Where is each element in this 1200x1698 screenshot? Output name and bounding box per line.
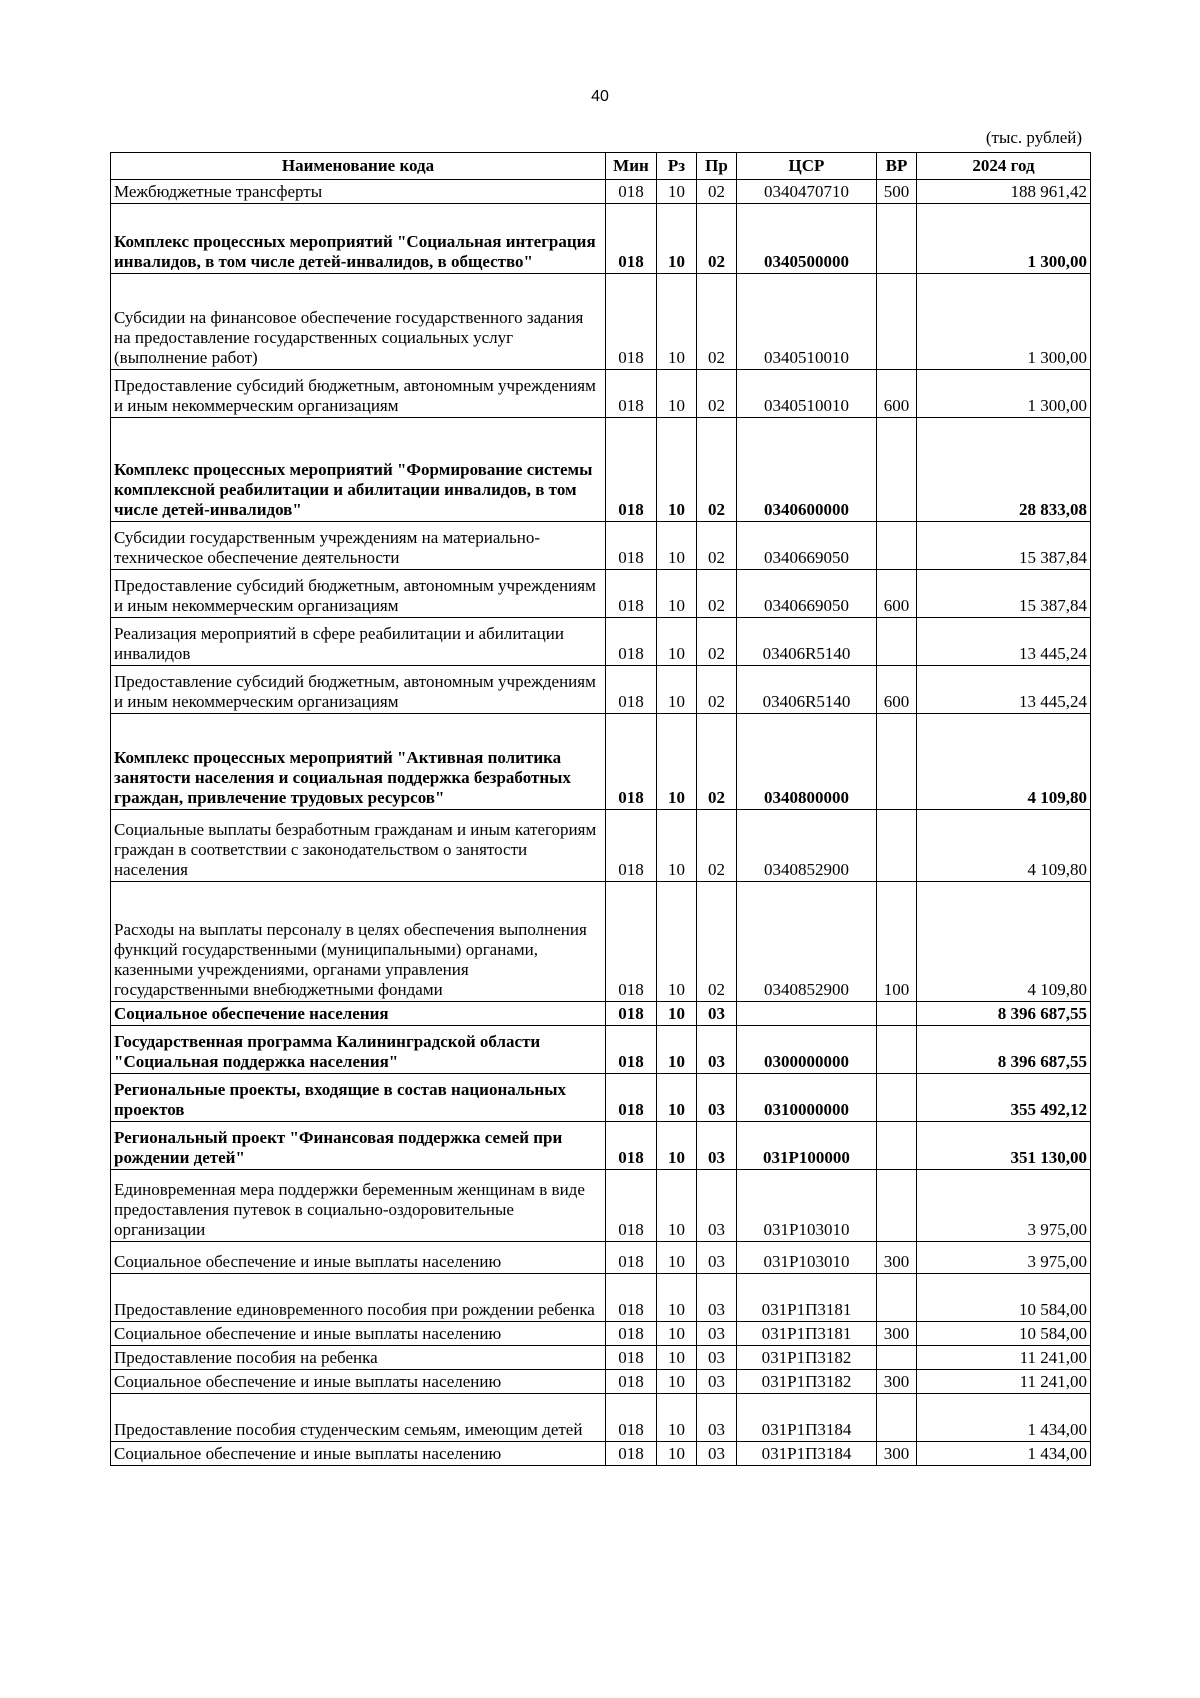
- cell-amount: 10 584,00: [917, 1274, 1091, 1322]
- table-row: [111, 1370, 1091, 1394]
- cell-csr: 0340500000: [737, 204, 877, 274]
- cell-vr: 600: [877, 666, 917, 714]
- cell-csr: 031P103010: [737, 1242, 877, 1274]
- cell-pr: 03: [697, 1242, 737, 1274]
- cell-min: 018: [606, 1346, 657, 1370]
- cell-rz: 10: [657, 1122, 697, 1170]
- cell-amount: 1 434,00: [917, 1394, 1091, 1442]
- header-vr: ВР: [877, 153, 917, 180]
- cell-name: Субсидии на финансовое обеспечение государственного задания на предоставление государственных социальных услуг (выполнение работ): [111, 274, 606, 370]
- cell-rz: 10: [657, 618, 697, 666]
- cell-min: 018: [606, 1026, 657, 1074]
- table-row: [111, 882, 1091, 1002]
- table-row: [111, 666, 1091, 714]
- cell-csr: 0340852900: [737, 810, 877, 882]
- cell-vr: 300: [877, 1442, 917, 1466]
- cell-pr: 02: [697, 570, 737, 618]
- cell-rz: 10: [657, 1026, 697, 1074]
- cell-pr: 03: [697, 1002, 737, 1026]
- cell-min: 018: [606, 882, 657, 1002]
- cell-amount: 1 300,00: [917, 370, 1091, 418]
- cell-vr: [877, 1274, 917, 1322]
- cell-name: Комплекс процессных мероприятий "Активная политика занятости населения и социальная поддержка безработных граждан, привлечение трудовых ресурсов": [111, 714, 606, 810]
- cell-pr: 03: [697, 1274, 737, 1322]
- table-row: [111, 180, 1091, 204]
- cell-min: 018: [606, 1242, 657, 1274]
- cell-rz: 10: [657, 1346, 697, 1370]
- cell-amount: 13 445,24: [917, 618, 1091, 666]
- cell-pr: 02: [697, 666, 737, 714]
- cell-csr: 031P1П3181: [737, 1274, 877, 1322]
- cell-min: 018: [606, 204, 657, 274]
- cell-vr: [877, 1122, 917, 1170]
- cell-vr: 600: [877, 370, 917, 418]
- cell-rz: 10: [657, 570, 697, 618]
- cell-csr: 0340800000: [737, 714, 877, 810]
- cell-rz: 10: [657, 882, 697, 1002]
- cell-min: 018: [606, 370, 657, 418]
- cell-rz: 10: [657, 1322, 697, 1346]
- cell-pr: 02: [697, 810, 737, 882]
- cell-pr: 03: [697, 1322, 737, 1346]
- cell-pr: 03: [697, 1394, 737, 1442]
- cell-rz: 10: [657, 666, 697, 714]
- cell-amount: 1 300,00: [917, 274, 1091, 370]
- cell-csr: 031P100000: [737, 1122, 877, 1170]
- cell-amount: 11 241,00: [917, 1346, 1091, 1370]
- cell-name: Комплекс процессных мероприятий "Социальная интеграция инвалидов, в том числе детей-инвалидов, в общество": [111, 204, 606, 274]
- cell-min: 018: [606, 1074, 657, 1122]
- cell-amount: 4 109,80: [917, 882, 1091, 1002]
- cell-vr: 600: [877, 570, 917, 618]
- budget-table: [110, 152, 1091, 1466]
- table-row: [111, 274, 1091, 370]
- table-row: [111, 1002, 1091, 1026]
- cell-csr: 031P1П3184: [737, 1394, 877, 1442]
- table-header-row: [111, 153, 1091, 180]
- cell-min: 018: [606, 274, 657, 370]
- cell-amount: 1 434,00: [917, 1442, 1091, 1466]
- page-number: 40: [591, 88, 609, 105]
- cell-amount: 3 975,00: [917, 1170, 1091, 1242]
- cell-pr: 03: [697, 1026, 737, 1074]
- table-row: [111, 1074, 1091, 1122]
- cell-rz: 10: [657, 180, 697, 204]
- cell-name: Социальное обеспечение и иные выплаты населению: [111, 1370, 606, 1394]
- cell-rz: 10: [657, 274, 697, 370]
- table-row: [111, 522, 1091, 570]
- table-row: [111, 810, 1091, 882]
- cell-amount: 8 396 687,55: [917, 1002, 1091, 1026]
- cell-csr: 0340510010: [737, 274, 877, 370]
- table-row: [111, 570, 1091, 618]
- cell-name: Предоставление субсидий бюджетным, автономным учреждениям и иным некоммерческим организациям: [111, 666, 606, 714]
- cell-name: Предоставление субсидий бюджетным, автономным учреждениям и иным некоммерческим организациям: [111, 570, 606, 618]
- cell-name: Государственная программа Калининградской области "Социальная поддержка населения": [111, 1026, 606, 1074]
- header-rz: Рз: [657, 153, 697, 180]
- cell-vr: [877, 1170, 917, 1242]
- cell-rz: 10: [657, 370, 697, 418]
- cell-pr: 02: [697, 274, 737, 370]
- cell-csr: 03406R5140: [737, 618, 877, 666]
- cell-csr: 031P1П3181: [737, 1322, 877, 1346]
- table-row: [111, 418, 1091, 522]
- table-row: [111, 1122, 1091, 1170]
- cell-amount: 15 387,84: [917, 522, 1091, 570]
- table-row: [111, 714, 1091, 810]
- cell-rz: 10: [657, 1002, 697, 1026]
- cell-name: Социальные выплаты безработным гражданам и иным категориям граждан в соответствии с законодательством о занятости населения: [111, 810, 606, 882]
- table-row: [111, 1170, 1091, 1242]
- cell-pr: 02: [697, 618, 737, 666]
- cell-rz: 10: [657, 1274, 697, 1322]
- cell-vr: 300: [877, 1242, 917, 1274]
- cell-vr: [877, 1074, 917, 1122]
- cell-name: Межбюджетные трансферты: [111, 180, 606, 204]
- cell-pr: 02: [697, 522, 737, 570]
- cell-min: 018: [606, 714, 657, 810]
- cell-csr: [737, 1002, 877, 1026]
- cell-rz: 10: [657, 1442, 697, 1466]
- cell-vr: [877, 1002, 917, 1026]
- table-row: [111, 204, 1091, 274]
- cell-csr: 0340510010: [737, 370, 877, 418]
- cell-rz: 10: [657, 1242, 697, 1274]
- cell-rz: 10: [657, 1394, 697, 1442]
- cell-name: Социальное обеспечение и иные выплаты населению: [111, 1242, 606, 1274]
- cell-amount: 4 109,80: [917, 714, 1091, 810]
- cell-csr: 0340852900: [737, 882, 877, 1002]
- cell-min: 018: [606, 1322, 657, 1346]
- header-min: Мин: [606, 153, 657, 180]
- cell-pr: 03: [697, 1370, 737, 1394]
- header-year: 2024 год: [917, 153, 1091, 180]
- table-row: [111, 1026, 1091, 1074]
- cell-csr: 0340669050: [737, 570, 877, 618]
- cell-name: Субсидии государственным учреждениям на материально-техническое обеспечение деятельности: [111, 522, 606, 570]
- cell-vr: 500: [877, 180, 917, 204]
- cell-amount: 8 396 687,55: [917, 1026, 1091, 1074]
- cell-name: Региональный проект "Финансовая поддержка семей при рождении детей": [111, 1122, 606, 1170]
- cell-pr: 02: [697, 370, 737, 418]
- cell-amount: 1 300,00: [917, 204, 1091, 274]
- cell-min: 018: [606, 180, 657, 204]
- cell-rz: 10: [657, 418, 697, 522]
- cell-amount: 28 833,08: [917, 418, 1091, 522]
- cell-amount: 10 584,00: [917, 1322, 1091, 1346]
- cell-rz: 10: [657, 522, 697, 570]
- cell-vr: [877, 1026, 917, 1074]
- cell-rz: 10: [657, 1170, 697, 1242]
- cell-csr: 03406R5140: [737, 666, 877, 714]
- cell-name: Расходы на выплаты персоналу в целях обеспечения выполнения функций государственными (муниципальными) органами, казенными учреждениями, органами управления государственными внебюджетными фондами: [111, 882, 606, 1002]
- cell-name: Социальное обеспечение и иные выплаты населению: [111, 1322, 606, 1346]
- cell-name: Социальное обеспечение населения: [111, 1002, 606, 1026]
- cell-rz: 10: [657, 810, 697, 882]
- cell-amount: 188 961,42: [917, 180, 1091, 204]
- cell-amount: 355 492,12: [917, 1074, 1091, 1122]
- cell-pr: 02: [697, 204, 737, 274]
- cell-csr: 031P1П3182: [737, 1346, 877, 1370]
- cell-csr: 0340669050: [737, 522, 877, 570]
- cell-name: Предоставление единовременного пособия при рождении ребенка: [111, 1274, 606, 1322]
- table-row: [111, 1274, 1091, 1322]
- cell-vr: [877, 274, 917, 370]
- header-pr: Пр: [697, 153, 737, 180]
- cell-pr: 02: [697, 882, 737, 1002]
- table-row: [111, 1346, 1091, 1370]
- cell-amount: 3 975,00: [917, 1242, 1091, 1274]
- cell-csr: 0340600000: [737, 418, 877, 522]
- cell-rz: 10: [657, 714, 697, 810]
- cell-min: 018: [606, 418, 657, 522]
- cell-pr: 02: [697, 714, 737, 810]
- cell-vr: 300: [877, 1322, 917, 1346]
- cell-vr: [877, 204, 917, 274]
- cell-vr: 300: [877, 1370, 917, 1394]
- cell-min: 018: [606, 810, 657, 882]
- cell-name: Предоставление субсидий бюджетным, автономным учреждениям и иным некоммерческим организациям: [111, 370, 606, 418]
- cell-min: 018: [606, 1274, 657, 1322]
- cell-pr: 03: [697, 1442, 737, 1466]
- cell-min: 018: [606, 1370, 657, 1394]
- cell-vr: [877, 418, 917, 522]
- cell-rz: 10: [657, 204, 697, 274]
- cell-csr: 0340470710: [737, 180, 877, 204]
- cell-csr: 031P103010: [737, 1170, 877, 1242]
- cell-vr: [877, 1346, 917, 1370]
- cell-amount: 13 445,24: [917, 666, 1091, 714]
- cell-min: 018: [606, 1442, 657, 1466]
- cell-pr: 03: [697, 1170, 737, 1242]
- cell-vr: [877, 810, 917, 882]
- cell-name: Предоставление пособия на ребенка: [111, 1346, 606, 1370]
- cell-amount: 15 387,84: [917, 570, 1091, 618]
- table-row: [111, 1394, 1091, 1442]
- cell-min: 018: [606, 1394, 657, 1442]
- cell-min: 018: [606, 1122, 657, 1170]
- cell-name: Реализация мероприятий в сфере реабилитации и абилитации инвалидов: [111, 618, 606, 666]
- cell-amount: 351 130,00: [917, 1122, 1091, 1170]
- table-body: [111, 180, 1091, 1466]
- cell-csr: 031P1П3184: [737, 1442, 877, 1466]
- header-csr: ЦСР: [737, 153, 877, 180]
- cell-rz: 10: [657, 1074, 697, 1122]
- cell-min: 018: [606, 1170, 657, 1242]
- cell-pr: 03: [697, 1346, 737, 1370]
- cell-amount: 11 241,00: [917, 1370, 1091, 1394]
- cell-min: 018: [606, 666, 657, 714]
- units-label: (тыс. рублей): [985, 128, 1082, 147]
- cell-min: 018: [606, 522, 657, 570]
- cell-pr: 03: [697, 1122, 737, 1170]
- cell-vr: [877, 618, 917, 666]
- cell-min: 018: [606, 618, 657, 666]
- cell-name: Предоставление пособия студенческим семьям, имеющим детей: [111, 1394, 606, 1442]
- cell-pr: 02: [697, 180, 737, 204]
- cell-vr: [877, 714, 917, 810]
- cell-name: Региональные проекты, входящие в состав национальных проектов: [111, 1074, 606, 1122]
- cell-name: Социальное обеспечение и иные выплаты населению: [111, 1442, 606, 1466]
- cell-csr: 031P1П3182: [737, 1370, 877, 1394]
- cell-vr: 100: [877, 882, 917, 1002]
- cell-name: Комплекс процессных мероприятий "Формирование системы комплексной реабилитации и абилитации инвалидов, в том числе детей-инвалидов": [111, 418, 606, 522]
- cell-csr: 0300000000: [737, 1026, 877, 1074]
- table-row: [111, 1442, 1091, 1466]
- table-row: [111, 1242, 1091, 1274]
- cell-csr: 0310000000: [737, 1074, 877, 1122]
- cell-vr: [877, 522, 917, 570]
- cell-pr: 03: [697, 1074, 737, 1122]
- table-row: [111, 1322, 1091, 1346]
- cell-name: Единовременная мера поддержки беременным женщинам в виде предоставления путевок в социально-оздоровительные организации: [111, 1170, 606, 1242]
- cell-pr: 02: [697, 418, 737, 522]
- cell-min: 018: [606, 1002, 657, 1026]
- cell-vr: [877, 1394, 917, 1442]
- cell-rz: 10: [657, 1370, 697, 1394]
- table-row: [111, 618, 1091, 666]
- table-row: [111, 370, 1091, 418]
- header-name: Наименование кода: [111, 153, 606, 180]
- cell-amount: 4 109,80: [917, 810, 1091, 882]
- cell-min: 018: [606, 570, 657, 618]
